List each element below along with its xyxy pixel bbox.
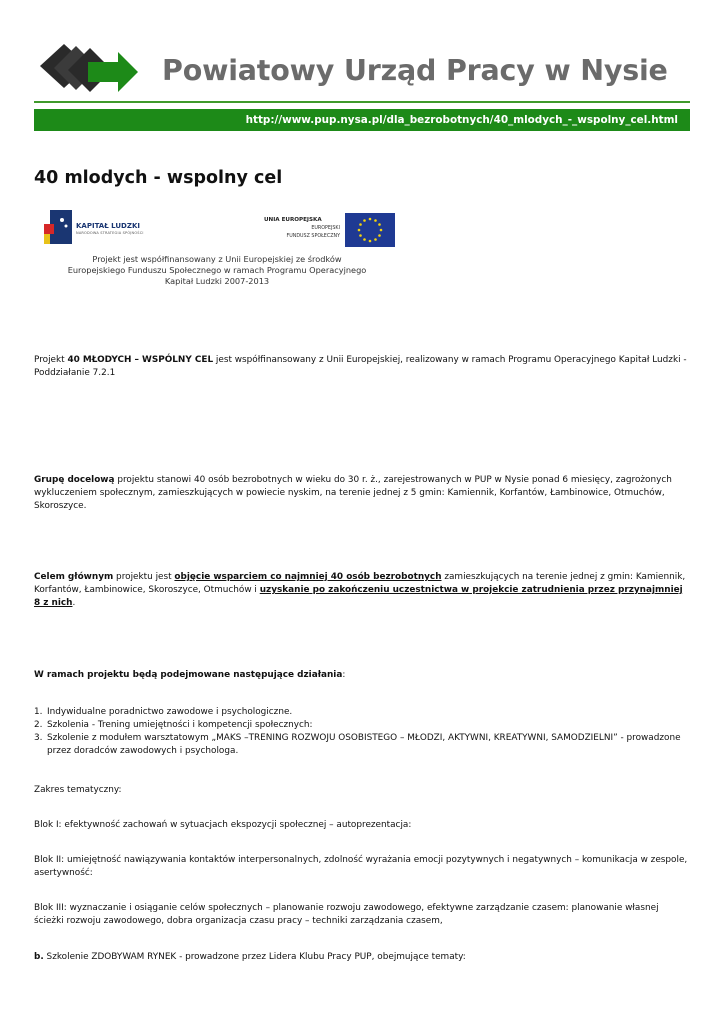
target-group-paragraph bbox=[34, 474, 690, 513]
intro-paragraph bbox=[34, 354, 690, 380]
training-b-text: Szkolenie ZDOBYWAM RYNEK - prowadzone przez Lidera Klubu Pracy PUP, obejmujące tematy: bbox=[43, 952, 466, 962]
url-bar bbox=[34, 109, 690, 131]
kapital-ludzki-label: KAPITAŁ LUDZKI bbox=[76, 222, 140, 230]
list-item-number: 2. bbox=[34, 720, 43, 730]
header-divider bbox=[34, 101, 690, 103]
eu-label-line2: EUROPEJSKI bbox=[311, 226, 340, 231]
list-item-text: Szkolenia - Trening umiejętności i kompetencji społecznych: bbox=[47, 720, 313, 730]
training-b-label: b. bbox=[34, 952, 44, 962]
list-item bbox=[34, 706, 690, 719]
block-3-paragraph: Blok III: wyznaczanie i osiąganie celów społecznych – planowanie rozwoju zawodowego, efektywne zarządzanie czasem: planowanie własnej ścieżki rozwoju zawodowego, dobra organizacja czasu pracy – techniki zarządzania czasem, bbox=[34, 903, 659, 926]
page-title: 40 mlodych - wspolny cel bbox=[34, 168, 283, 188]
banner-caption-line: Projekt jest współfinansowany z Unii Europejskiej ze środków bbox=[92, 254, 342, 264]
eu-flag-icon bbox=[345, 213, 395, 247]
activities-list bbox=[34, 706, 690, 758]
eu-label-line1: UNIA EUROPEJSKA bbox=[264, 217, 322, 223]
kapital-ludzki-flag-icon bbox=[44, 210, 72, 244]
block-2-paragraph: Blok II: umiejętność nawiązywania kontaktów interpersonalnych, zdolność wyrażania emocji pozytywnych i negatywnych – komunikacja w zespole, asertywność: bbox=[34, 855, 688, 878]
activities-heading-text: W ramach projektu będą podejmowane następujące działania bbox=[34, 670, 343, 680]
kapital-ludzki-subtitle: NARODOWA STRATEGIA SPÓJNOŚCI bbox=[76, 231, 144, 235]
goal-text: . bbox=[72, 598, 76, 608]
intro-text: jest współfinansowany z Unii Europejskiej, realizowany w ramach Programu Operacyjnego Kapitał Ludzki - Poddziałanie 7.2.1 bbox=[34, 355, 687, 378]
goal-text: zamieszkujących na terenie jednej z gmin: Kamiennik, Korfantów, Łambinowice, Skoroszyce, Otmuchów i bbox=[34, 572, 686, 595]
pup-logo-arrow-icon bbox=[34, 38, 146, 98]
list-item-number: 1. bbox=[34, 707, 43, 717]
organization-title: Powiatowy Urząd Pracy w Nysie bbox=[162, 54, 668, 87]
goal-text: projektu jest bbox=[113, 572, 175, 582]
banner-caption bbox=[36, 254, 398, 287]
goal-underlined-1: objęcie wsparciem co najmniej 40 osób bezrobotnych bbox=[174, 572, 442, 582]
project-name: 40 MŁODYCH – WSPÓLNY CEL bbox=[67, 355, 214, 365]
banner-caption-line: Kapitał Ludzki 2007-2013 bbox=[164, 276, 270, 286]
banner-caption-line: Europejskiego Funduszu Społecznego w ramach Programu Operacyjnego bbox=[67, 265, 367, 275]
page-url-link[interactable]: http://www.pup.nysa.pl/dla_bezrobotnych/40_mlodych_-_wspolny_cel.html bbox=[245, 114, 678, 126]
target-group-text: projektu stanowi 40 osób bezrobotnych w wieku do 30 r. ż., zarejestrowanych w PUP w Nysie ponad 6 miesięcy, zagrożonych wykluczeniem społecznym, zamieszkujących w powiecie nyskim, na terenie jednej z 5 gmin: Kamiennik, Korfantów, Łambinowice, Otmuchów, Skoroszyce. bbox=[34, 475, 672, 511]
list-item bbox=[34, 732, 690, 758]
list-item-number: 3. bbox=[34, 733, 43, 743]
list-item-text: Szkolenie z modułem warsztatowym „MAKS –TRENING ROZWOJU OSOBISTEGO – MŁODZI, AKTYWNI, KREATYWNI, SAMODZIELNI” - prowadzone przez doradców zawodowych i psychologa. bbox=[47, 733, 681, 756]
goal-paragraph bbox=[34, 571, 690, 610]
intro-prefix: Projekt bbox=[34, 355, 68, 365]
activities-heading bbox=[34, 669, 690, 682]
block-1-paragraph: Blok I: efektywność zachowań w sytuacjach ekspozycji społecznej – autoprezentacja: bbox=[34, 820, 412, 830]
eu-label-line3: FUNDUSZ SPOŁECZNY bbox=[286, 234, 340, 239]
target-group-label: Grupę docelową bbox=[34, 475, 115, 485]
site-header bbox=[34, 38, 690, 100]
goal-underlined-2: uzyskanie po zakończeniu uczestnictwa w projekcie zatrudnienia przez przynajmniej 8 z nich bbox=[34, 585, 683, 608]
list-item bbox=[34, 719, 690, 732]
list-item-text: Indywidualne poradnictwo zawodowe i psychologiczne. bbox=[47, 707, 293, 717]
goal-label: Celem głównym bbox=[34, 572, 114, 582]
activities-heading-colon: : bbox=[342, 670, 346, 680]
eu-funding-banner bbox=[36, 200, 398, 294]
scope-label: Zakres tematyczny: bbox=[34, 785, 122, 795]
training-b-paragraph bbox=[34, 951, 690, 964]
